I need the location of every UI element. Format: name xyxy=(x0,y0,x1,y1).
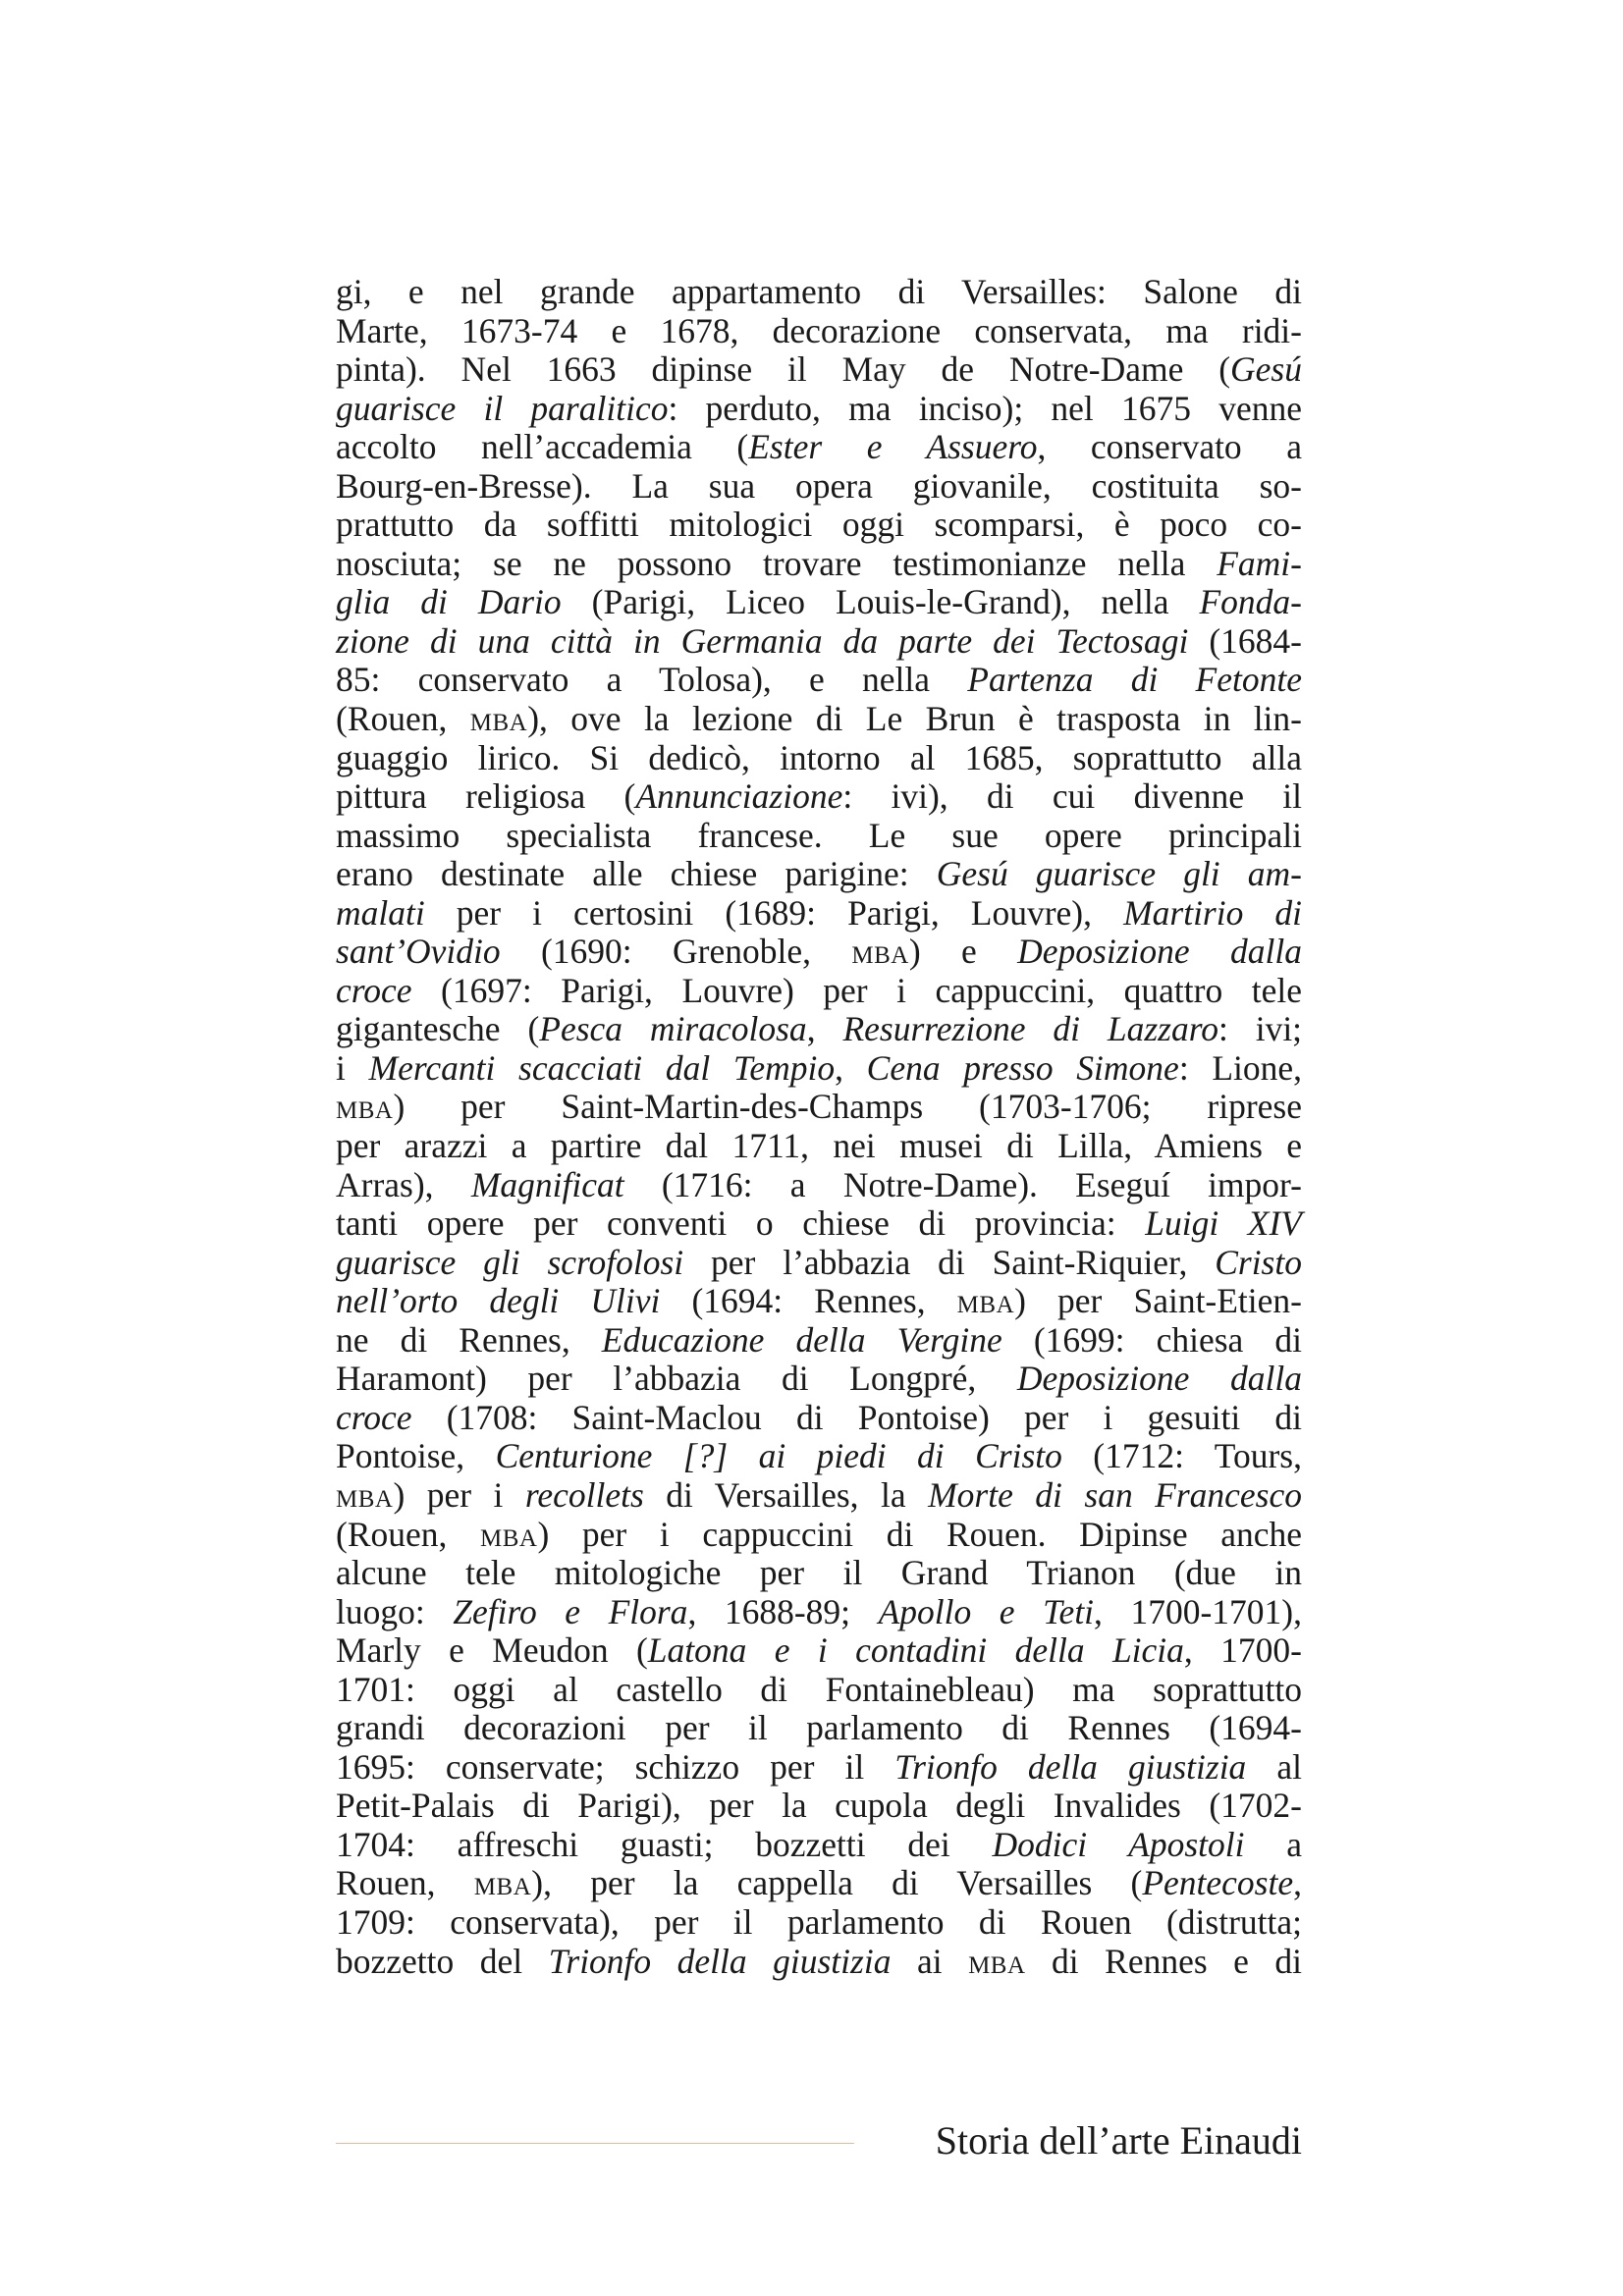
italic-title: Gesú guarisce gli am- xyxy=(936,854,1302,894)
text-line: Petit-Palais di Parigi), per la cupola degli Invalides (1702- xyxy=(336,1786,1302,1826)
italic-title: Dodici Apostoli xyxy=(992,1824,1245,1864)
italic-title: Centurione [?] ai piedi di Cristo xyxy=(495,1436,1062,1476)
text-line: pinta). Nel 1663 dipinse il May de Notre-Dame (Gesú xyxy=(336,349,1302,390)
text-line: erano destinate alle chiese parigine: Gesú guarisce gli am- xyxy=(336,854,1302,894)
italic-title: Morte di san Francesco xyxy=(928,1474,1302,1515)
italic-title: malati xyxy=(336,892,425,933)
italic-title: glia di Dario xyxy=(336,582,562,622)
text-line: 1695: conservate; schizzo per il Trionfo della giustizia al xyxy=(336,1746,1302,1787)
small-caps-abbrev: mba xyxy=(968,1941,1026,1981)
italic-title: guarisce gli scrofolosi xyxy=(336,1242,684,1282)
italic-title: recollets xyxy=(524,1474,644,1515)
italic-title: Latona e i contadini della Licia xyxy=(647,1630,1184,1671)
text-line: gi, e nel grande appartamento di Versailles: Salone di xyxy=(336,272,1302,311)
text-line: malati per i certosini (1689: Parigi, Louvre), Martirio di xyxy=(336,892,1303,933)
text-line: glia di Dario (Parigi, Liceo Louis-le-Grand), nella Fonda- xyxy=(336,582,1302,622)
text-line: 1709: conservata), per il parlamento di Rouen (distrutta; xyxy=(336,1901,1302,1942)
text-line: per arazzi a partire dal 1711, nei musei di Lilla, Amiens e xyxy=(336,1126,1302,1166)
italic-title: croce xyxy=(336,1397,412,1437)
text-line: croce (1708: Saint-Maclou di Pontoise) per i gesuiti di xyxy=(336,1397,1302,1437)
text-line: grandi decorazioni per il parlamento di Rennes (1694- xyxy=(336,1708,1302,1748)
text-line: luogo: Zefiro e Flora, 1688-89; Apollo e Teti, 1700-1701), xyxy=(336,1591,1302,1631)
text-line: pittura religiosa (Annunciazione: ivi), di cui divenne il xyxy=(336,776,1302,817)
italic-title: Pentecoste xyxy=(1142,1863,1294,1903)
italic-title: Educazione della Vergine xyxy=(601,1319,1002,1360)
text-line: mba) per Saint-Martin-des-Champs (1703-1706; riprese xyxy=(336,1087,1302,1127)
text-line: tanti opere per conventi o chiese di provincia: Luigi XIV xyxy=(336,1203,1302,1244)
italic-title: Apollo e Teti xyxy=(878,1591,1095,1631)
italic-title: croce xyxy=(336,970,412,1010)
italic-title: Zefiro e Flora xyxy=(453,1591,688,1631)
italic-title: Pesca miracolosa xyxy=(539,1009,807,1049)
text-line: (Rouen, mba), ove la lezione di Le Brun è trasposta in lin- xyxy=(336,699,1302,739)
text-line: mba) per i recollets di Versailles, la Morte di san Francesco xyxy=(336,1474,1302,1515)
text-line: accolto nell’accademia (Ester e Assuero, conservato a xyxy=(336,427,1302,467)
text-line: Pontoise, Centurione [?] ai piedi di Cristo (1712: Tours, xyxy=(336,1436,1302,1476)
italic-title: nell’orto degli Ulivi xyxy=(336,1281,661,1321)
text-line: bozzetto del Trionfo della giustizia ai mba di Rennes e di xyxy=(336,1941,1302,1981)
text-line: guaggio lirico. Si dedicò, intorno al 1685, soprattutto alla xyxy=(336,737,1302,777)
italic-title: Fonda- xyxy=(1199,582,1302,622)
footer-rule xyxy=(336,2143,854,2144)
text-line: i Mercanti scacciati dal Tempio, Cena presso Simone: Lione, xyxy=(336,1047,1303,1088)
italic-title: Deposizione dalla xyxy=(1017,932,1302,972)
small-caps-abbrev: mba xyxy=(469,699,528,739)
italic-title: Partenza di Fetonte xyxy=(967,660,1302,700)
text-line: Rouen, mba), per la cappella di Versailles (Pentecoste, xyxy=(336,1863,1302,1903)
text-line: guarisce gli scrofolosi per l’abbazia di Saint-Riquier, Cristo xyxy=(336,1242,1302,1282)
text-line: sant’Ovidio (1690: Grenoble, mba) e Deposizione dalla xyxy=(336,932,1302,972)
italic-title: Martirio di xyxy=(1123,892,1303,933)
text-line: 1704: affreschi guasti; bozzetti dei Dodici Apostoli a xyxy=(336,1824,1302,1864)
text-line: gigantesche (Pesca miracolosa, Resurrezione di Lazzaro: ivi; xyxy=(336,1009,1303,1049)
italic-title: Ester e Assuero xyxy=(748,427,1038,467)
italic-title: sant’Ovidio xyxy=(336,932,501,972)
text-line: 1701: oggi al castello di Fontainebleau) ma soprattutto xyxy=(336,1669,1302,1709)
text-line: zione di una città in Germania da parte dei Tectosagi (1684- xyxy=(336,620,1302,661)
small-caps-abbrev: mba xyxy=(956,1281,1015,1321)
text-line: nell’orto degli Ulivi (1694: Rennes, mba) per Saint-Etien- xyxy=(336,1281,1302,1321)
italic-title: Annunciazione xyxy=(635,776,843,817)
italic-title: zione di una città in Germania da parte dei Tectosagi xyxy=(336,620,1189,661)
italic-title: Trionfo della giustizia xyxy=(894,1746,1247,1787)
text-line: croce (1697: Parigi, Louvre) per i cappuccini, quattro tele xyxy=(336,970,1302,1010)
italic-title: Deposizione dalla xyxy=(1016,1359,1302,1399)
text-line: Marly e Meudon (Latona e i contadini della Licia, 1700- xyxy=(336,1630,1302,1671)
text-line: Arras), Magnificat (1716: a Notre-Dame). Eseguí impor- xyxy=(336,1164,1302,1204)
text-line: massimo specialista francese. Le sue opere principali xyxy=(336,815,1302,855)
text-line: ne di Rennes, Educazione della Vergine (1699: chiesa di xyxy=(336,1319,1302,1360)
small-caps-abbrev: mba xyxy=(473,1863,532,1903)
italic-title: Luigi XIV xyxy=(1145,1203,1302,1244)
italic-title: guarisce il paralitico xyxy=(336,388,669,428)
text-line: (Rouen, mba) per i cappuccini di Rouen. Dipinse anche xyxy=(336,1514,1302,1554)
text-line: 85: conservato a Tolosa), e nella Partenza di Fetonte xyxy=(336,660,1302,700)
body-text xyxy=(336,273,1302,1981)
italic-title: Cristo xyxy=(1215,1242,1302,1282)
small-caps-abbrev: mba xyxy=(851,932,909,972)
footer-title: Storia dell’arte Einaudi xyxy=(935,2118,1302,2163)
text-line: nosciuta; se ne possono trovare testimonianze nella Fami- xyxy=(336,543,1302,583)
text-line: Haramont) per l’abbazia di Longpré, Deposizione dalla xyxy=(336,1359,1302,1399)
text-line: guarisce il paralitico: perduto, ma inciso); nel 1675 venne xyxy=(336,388,1302,428)
italic-title: Cena presso Simone xyxy=(866,1047,1179,1088)
small-caps-abbrev: mba xyxy=(336,1474,394,1515)
small-caps-abbrev: mba xyxy=(480,1514,538,1554)
italic-title: Resurrezione di Lazzaro xyxy=(842,1009,1218,1049)
text-line: prattutto da soffitti mitologici oggi scomparsi, è poco co- xyxy=(336,505,1302,545)
text-line: Marte, 1673-74 e 1678, decorazione conservata, ma ridi- xyxy=(336,310,1302,350)
italic-title: Trionfo della giustizia xyxy=(548,1941,892,1981)
text-line: alcune tele mitologiche per il Grand Trianon (due in xyxy=(336,1553,1302,1593)
italic-title: Mercanti scacciati dal Tempio xyxy=(368,1047,836,1088)
text-line: Bourg-en-Bresse). La sua opera giovanile, costituita so- xyxy=(336,465,1302,506)
small-caps-abbrev: mba xyxy=(336,1087,394,1127)
italic-title: Magnificat xyxy=(470,1164,624,1204)
italic-title: Fami- xyxy=(1217,543,1302,583)
italic-title: Gesú xyxy=(1230,349,1302,390)
